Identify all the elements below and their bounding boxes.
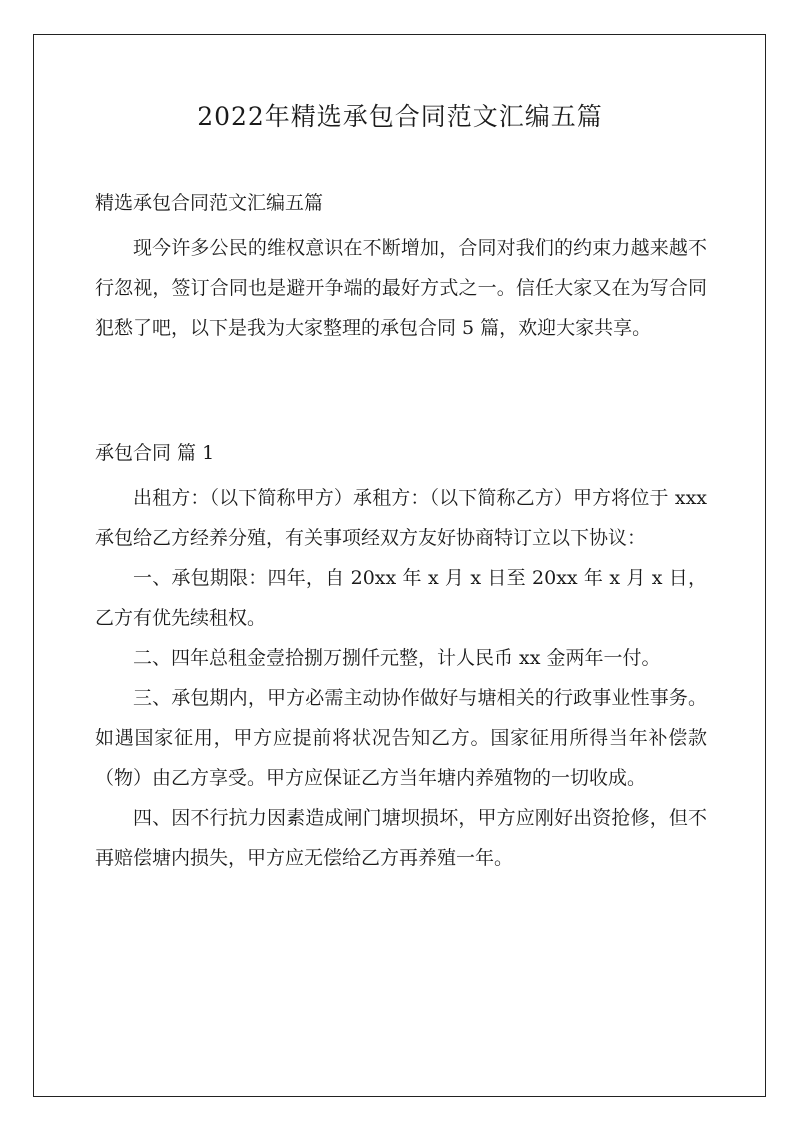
document-subtitle: 精选承包合同范文汇编五篇 <box>95 192 324 214</box>
contract-paragraph-rent: 二、四年总租金壹拾捌万捌仟元整，计人民币 xx 金两年一付。 <box>133 647 661 669</box>
document-title: 2022年精选承包合同范文汇编五篇 <box>197 102 603 131</box>
intro-paragraph: 现今许多公民的维权意识在不断增加，合同对我们的约束力越来越不行忽视，签订合同也是避开争端的最好方式之一。信任大家又在为写合同犯愁了吧，以下是我为大家整理的承包合同 5 篇，欢迎大家共享。 <box>95 237 707 339</box>
intro-section <box>95 228 707 348</box>
contract-paragraph-force-majeure: 四、因不行抗力因素造成闸门塘坝损坏，甲方应刚好出资抢修，但不再赔偿塘内损失，甲方应无偿给乙方再养殖一年。 <box>95 807 707 869</box>
contract-body <box>95 478 707 878</box>
contract-paragraph-parties: 出租方：（以下简称甲方）承租方：（以下简称乙方）甲方将位于 xxx 承包给乙方经养分殖，有关事项经双方友好协商特订立以下协议： <box>95 487 707 549</box>
contract-paragraph-duties: 三、承包期内，甲方必需主动协作做好与塘相关的行政事业性事务。如遇国家征用，甲方应提前将状况告知乙方。国家征用所得当年补偿款（物）由乙方享受。甲方应保证乙方当年塘内养殖物的一切收成。 <box>95 687 707 789</box>
section-heading: 承包合同 篇 1 <box>95 442 215 464</box>
contract-paragraph-term: 一、承包期限：四年，自 20xx 年 x 月 x 日至 20xx 年 x 月 x 日，乙方有优先续租权。 <box>95 567 707 629</box>
